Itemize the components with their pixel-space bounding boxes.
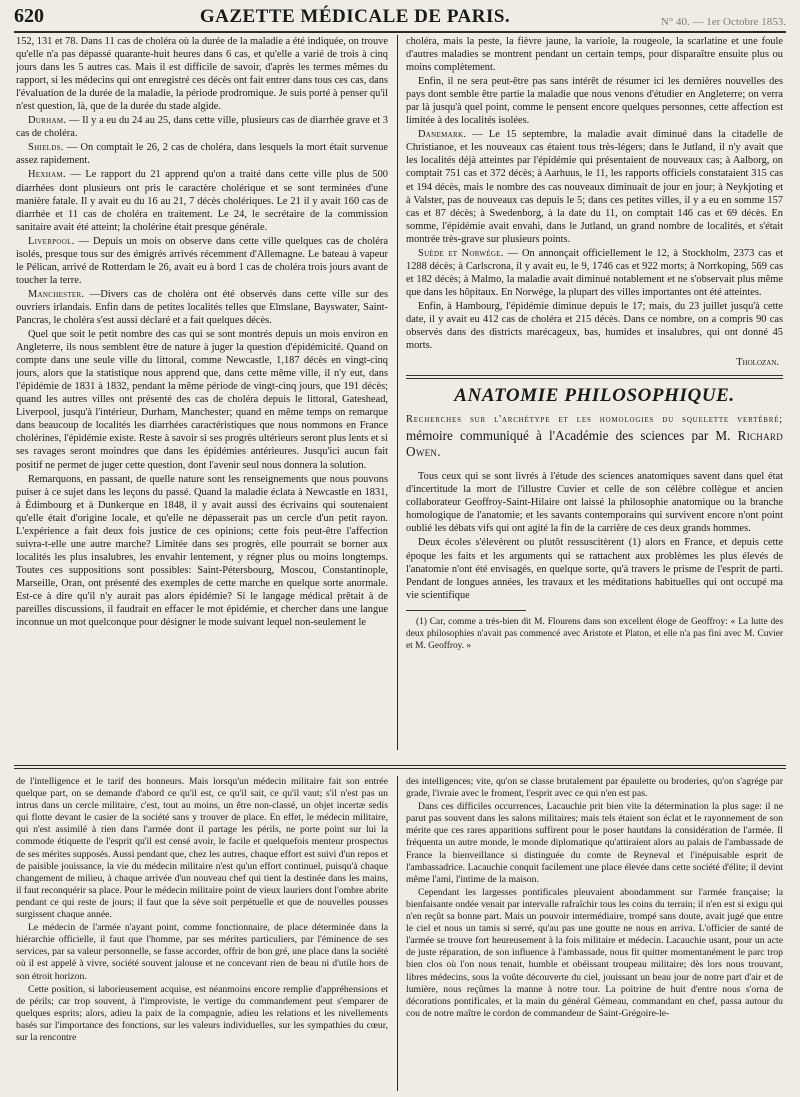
column-divider [397, 776, 398, 1091]
paragraph [16, 168, 388, 233]
journal-title: GAZETTE MÉDICALE DE PARIS. [199, 6, 511, 27]
city-heading: Durham. [28, 115, 67, 127]
feuilleton-rule [14, 768, 786, 769]
paragraph-text: — Le 15 septembre, la maladie avait diminué dans la citadelle de Christianoe, et les nouveaux cas étaient tous très-légers; dans le Jutland, il n'y avait que les localités déjà atteintes par l'épidémie qui présentaient de nouveaux cas; à Aalborg, on comptait 751 cas et 372 décès; à Aarhuus, le 11, les rapports officiels constataient 315 cas et 194 décès, mais le nombre des cas nouveaux diminuait de jour en jour; à Neykjoting et à Valster, pas de nouveaux cas depuis le 5; dans ces petites villes, il y a eu en somme 157 cas et 87 décès; à Swedenborg, à la date du 11, on comptait 146 cas et 69 décès. En somme, l'épidémie avait envahi, dans le Jutland, un grand nombre de localités, et s'était montrée très-grave sur plusieurs points. [406, 129, 783, 245]
paragraph-text: — On comptait le 26, 2 cas de choléra, dans lesquels la mort était survenue assez rapidement. [16, 142, 388, 167]
section-rule [406, 375, 783, 376]
city-heading: Liverpool. [28, 235, 75, 247]
article-subtitle-caps: Recherches sur l'archétype et les homologies du squelette vertébré; [406, 414, 783, 426]
bottom-left-column [16, 776, 388, 1091]
article-subtitle [406, 410, 783, 460]
article-author: Richard Owen. [406, 428, 783, 460]
section-title: ANATOMIE PHILOSOPHIQUE. [454, 385, 735, 407]
paragraph [16, 288, 388, 327]
column-divider [397, 35, 398, 750]
paragraph: Dans ces difficiles occurrences, Lacauchie prit bien vite la détermination la plus sage: il ne parut pas souvent dans les salons militaires; mais tels étaient son éclat et le rayonnement de son mérite que ces rares apparitions suffirent pour le poser hautdans la considération de l'armée. Il fréquenta un autre monde, le monde diplomatique qu'attiraient alors au palais de l'ambassade de France la bienveillance si distinguée du comte de Reyneval et l'inépuisable esprit de l'ambassadrice. Lacauchie conquit facilement une place élevée dans cette société d'élite; il devint même l'ami, l'intime de la maison. [406, 801, 783, 885]
paragraph: choléra, mais la peste, la fièvre jaune, la variole, la rougeole, la scarlatine et une foule d'autres maladies se montrent pendant un certain temps, pour disparaître ensuite plus ou moins complètement. [406, 36, 783, 74]
paragraph: 152, 131 et 78. Dans 11 cas de choléra où la durée de la maladie a été indiquée, on trouve qu'elle n'a pas dépassé quarante-huit heures dans 6 cas, et qu'elle a varié de trois à cinq jours dans les 5 autres cas. Mais il est difficile de savoir, d'après les termes mêmes du rapport, si les médecins qui ont enregistré ces décès ont fait entrer dans tous ces cas, dans l'évaluation de la durée de la maladie, la période prodromique. Je suis porté à penser qu'il n'est question, là, que de la durée du stade algide. [16, 36, 388, 113]
paragraph-text: — Depuis un mois on observe dans cette ville quelques cas de choléra isolés, presque tous sur des émigrés arrivés récemment d'Allemagne. Le bateau à vapeur le Pélican, arrivé de Rotterdam le 26, avait eu à bord 1 cas de choléra trois jours avant de toucher la terre. [16, 235, 388, 286]
paragraph-text: — Il y a eu du 24 au 25, dans cette ville, plusieurs cas de diarrhée grave et 3 cas de choléra. [16, 115, 388, 140]
paragraph [16, 114, 388, 140]
paragraph: Quel que soit le petit nombre des cas qui se sont montrés depuis un mois environ en Angleterre, ils nous semblent être de nature à juger la question d'épidémicité. Quand on compte dans une seule ville du littoral, comme Newcastle, 1,187 décès en vingt-cinq jours, alors que la statistique nous apprend que, dans cette même ville, il n'y eut, dans l'épidémie de 1831 à 1832, pendant la même période de vingt-cinq jours, que 191 décès; quand les autres villes ont présenté des cas de choléra depuis le littoral, Gateshead, Liverpool, jusqu'à l'intérieur, Durham, Manchester; quand en même temps on remarque dans beaucoup de localités les diarrhées caractéristiques que nous nommons en France cholérines, l'épidémie existe. Reste à savoir si ses progrès ultérieurs seront plus lents et si ses ravages seront moindres que dans les épidémies antérieures. Jusqu'ici aucun fait positif ne permet de juger cette question, dont l'avenir seul nous donnera la solution. [16, 329, 388, 471]
paragraph: Cette position, si laborieusement acquise, est néanmoins encore remplie d'appréhensions et de périls; car trop souvent, à l'improviste, le vertige du commandement peut s'emparer de quelques esprits; alors, adieu la paix de la compagnie, adieu les relations et les nivellements basés sur l'importance des fonctions, sur les valeurs individuelles, sur les sympathies du cœur, sur la rencontre [16, 983, 388, 1043]
paragraph-text: — Le rapport du 21 apprend qu'on a traité dans cette ville plus de 500 diarrhées dont plusieurs ont pris le caractère cholérique et se sont terminées d'une manière fatale. Il y avait eu du 16 au 21, 7 décès cholériques. Le 21 il y avait 160 cas de diarrhée et 11 cas de choléra en traitement. Le 24, le secrétaire de la commission sanitaire avait été atteint; la cholérine était presque générale. [16, 169, 388, 233]
footnote-rule [406, 610, 526, 611]
signature: Tholozan. [736, 357, 779, 369]
city-heading: Shields. [28, 142, 64, 154]
city-heading: Hexham. [28, 169, 66, 181]
paragraph: Le médecin de l'armée n'ayant point, comme fonctionnaire, de place déterminée dans la hiérarchie officielle, il faut que l'homme, par ses mérites particuliers, par l'éminence de ses services, par sa valeur personnelle, se fasse accorder, offrir de bon gré, une place dans la société où il est appelé à vivre, société souvent jalouse et ne concevant rien de beau ni d'utile hors de son étroit horizon. [16, 922, 388, 982]
section-rule [406, 378, 783, 379]
paragraph: de l'intelligence et le tarif des honneurs. Mais lorsqu'un médecin militaire fait son entrée quelque part, on se demande d'abord ce qu'il est, ce qu'il sait, ce qu'il vaut; s'il n'est pas un intrus dans un cercle militaire, c'est, tout au moins, un être non-classé, un objet incertæ sedis qui flotte devant le casier de la société sans y trouver de place. En effet, le médecin militaire, qui n'est assimilé à rien dans l'armée dont il partage les périls, ne porte point sur lui la commode étiquette de l'esprit qu'il est censé avoir, le facile et quelquefois menteur prospectus de ses mérites supposés. Aussi pendant que, chez les autres, chaque effort est suivi d'un repos et de paisible jouissance, la vie du médecin militaire n'est qu'un effort continuel, puisqu'à chaque changement de milieu, à chaque arrivée d'un nouveau chef qui tient la destinée dans les mains, il faut reconquérir sa place. Pour le médecin militaire point de vieux lauriers dont l'ombre abrite pendant ce qui reste de jours; il faut que la sève soit perpétuelle et que de nouvelles pousses surgissent chaque année. [16, 776, 388, 921]
bottom-right-column [406, 776, 783, 1091]
paragraph: des intelligences; vite, qu'on se classe brutalement par épaulette ou broderies, qu'on s'agrége par grade, l'ivraie avec le froment, l'esprit avec ce qui n'en est pas. [406, 776, 783, 800]
header-rule [14, 31, 786, 33]
footnote: (1) Car, comme a très-bien dit M. Flourens dans son excellent éloge de Geoffroy: « La lutte des deux philosophies n'avait pas commencé avec Aristote et Platon, et elle n'a pas fini avec M. Cuvier et M. Geoffroy. » [406, 616, 783, 651]
article-subtitle-rest: mémoire communiqué à l'Académie des sciences par M. [406, 428, 731, 444]
paragraph [16, 235, 388, 287]
country-heading: Suède et Norwége. [418, 247, 504, 259]
paragraph [406, 128, 783, 245]
top-left-column [16, 35, 388, 750]
paragraph [406, 247, 783, 299]
paragraph [16, 141, 388, 167]
paragraph: Deux écoles s'élevèrent ou plutôt ressuscitèrent (1) alors en France, et depuis cette époque les faits et les arguments qui se rattachent aux problèmes les plus élevés de l'anatomie n'ont été envisagés, en quelque sorte, qu'à travers le prisme de l'esprit de parti. Pendant de longues années, les travaux et les méditations habituelles qui ont occupé ma vie scientifique [406, 537, 783, 601]
paragraph: Enfin, il ne sera peut-être pas sans intérêt de résumer ici les dernières nouvelles des pays dont semble être partie la maladie que nous venons d'étudier en Angleterre; on verra par là jusqu'à quel point, comme le pensent encore quelques personnes, cette affection est limitée à des localités isolées. [406, 76, 783, 127]
issue-info: N° 40. — 1er Octobre 1853. [660, 16, 786, 28]
paragraph-text: —Divers cas de choléra ont été observés dans cette ville sur des ouvriers irlandais. Enfin dans de petites localités telles que Elmslane, Bayswater, Saint-Pancras, le choléra s'est aussi déclaré et a fait quelques décès. [16, 288, 388, 326]
page-number: 620 [14, 5, 44, 27]
paragraph: Remarquons, en passant, de quelle nature sont les renseignements que nous pouvons puiser à ce sujet dans les leçons du passé. Quand la maladie éclata à Newcastle en 1831, à Édimbourg et à Dunkerque en 1848, il y avait aussi des écrivains qui soutenaient qu'elle était d'origine locale, et qu'elle ne dépasserait pas un cercle d'un petit rayon. L'expérience a fait deux fois justice de ces opinions; cette fois peut-être l'affection suivra-t-elle une autre marche? Limitée dans ses progrès, elle pourrait se borner aux localités les plus insalubres, les envahir lentement, y régner plus ou moins longtemps. Toutes ces suppositions sont possibles: Saint-Pétersbourg, Moscou, Constantinople, Marseille, Oran, ont présenté des exemples de cette marche en quelque sorte anormale. Est-ce à dire qu'il n'y aurait pas alors épidémie? Si le langage médical prêtait à de pareilles discussions, il faudrait en effacer le mot épidémie, et chercher dans une langue inconnue un mot quelconque pour désigner le mode suivant lequel non-seulement le [16, 473, 388, 629]
paragraph: Tous ceux qui se sont livrés à l'étude des sciences anatomiques savent dans quel état d'incertitude la mort de l'illustre Cuvier et celle de son célèbre collègue et ancien collaborateur Geoffroy-Saint-Hilaire ont laissé la philosophie anatomique ou la branche homologique de l'anatomie; et les savants contemporains qui survivent encore n'ont point oublié les débats vifs qui ont agité la fin de la carrière de ces deux grands hommes. [406, 471, 783, 535]
paragraph-text: — On annonçait officiellement le 12, à Stockholm, 2373 cas et 1288 décès; à Carlscrona, il y avait eu, le 9, 1746 cas et 922 morts; à Norrkoping, 569 cas et 182 décès; à Malmo, la maladie avait diminué notablement et ne s'observait plus même que dans les hôpitaux. En Norwége, la plupart des villes importantes ont été atteintes. [406, 247, 783, 298]
paragraph: Enfin, à Hambourg, l'épidémie diminue depuis le 17; mais, du 23 juillet jusqu'à cette date, il y avait eu 412 cas de choléra et 215 décès. Dans ce nombre, on a compris 90 cas observés dans des districts marécageux, bas, humides et insalubres, qui ont donné 45 morts. [406, 300, 783, 352]
city-heading: Manchester. [28, 288, 85, 300]
country-heading: Danemark. [418, 129, 467, 141]
feuilleton-rule [14, 765, 786, 766]
page-header [14, 6, 786, 28]
top-right-column [406, 35, 783, 750]
paragraph: Cependant les largesses pontificales pleuvaient abondamment sur l'armée française; la bienfaisante ondée venait par intervalle rafraîchir tous les coins du terrain; il n'en est si exigu qui n'en reçût sa bonne part. Mais un pouvoir intermédiaire, trompé sans doute, avait jugé que entre le ciel et nous un tamis si serré, qu'au pas une goutte ne nous en arriva. L'officier de santé de l'armée se trouve fort heureusement à la fois militaire et médecin. Lacauchie usant, pour un acte de juste réparation, de son influence à l'ambassade, nous fit quitter momentanément le parc trop bien clos où l'on nous tenait, humble et obéissant troupeau militaire; dès lors nous trouvant, libres médecins, sous la voûte découverte du ciel, jouissant un beau jour de notre part d'air et de lumière, nous reçûmes la manne à notre tour. La poitrine de huit d'entre nous s'orna de décorations pontificales, et la main du général Gémeau, commandant en chef, passa autour du cou de notre maître le cordon de commandeur de Saint-Grégoire-le- [406, 886, 783, 1019]
